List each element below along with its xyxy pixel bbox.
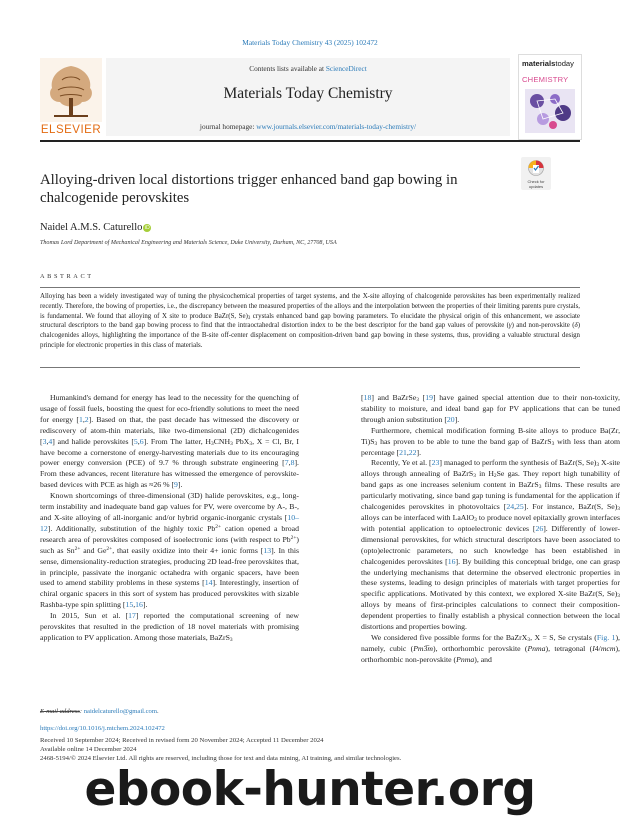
doi-line <box>40 725 165 732</box>
doi-link[interactable]: https://doi.org/10.1016/j.mtchem.2024.102472 <box>40 725 165 732</box>
available-online: Available online 14 December 2024 <box>40 746 137 753</box>
affiliation: Thomas Lord Department of Mechanical Engineering and Materials Science, Duke University, Durham, NC, 27708, USA <box>40 240 337 246</box>
citation-link[interactable]: 5 <box>133 436 138 446</box>
cover-artwork-icon <box>525 89 575 133</box>
homepage-line <box>106 122 510 131</box>
citation-link[interactable]: 1 <box>78 414 83 424</box>
orcid-icon[interactable]: iD <box>145 225 150 231</box>
abstract-text: Alloying has been a widely investigated way of tuning the physicochemical properties of target systems, and the X-site alloying of chalcogenide perovskites has been experimentally realized recently. Therefore, the bowing of properties, i.e., the discrepancy between the measured properties of the alloys and the interpolation between the properties of their limiting parents pure crystals, is fundamental. We found that alloying of X site to produce BaZr(S, $Se)_3$ crystals enhanced band gap bowing parameters. To elucidate the physical origin of this enhancement, we associate structural descriptors to the band gap bowing process to find that the intraoctahedral distortion index to be the best descriptor for the band gap values of perovskite (γ) and non-perovskite (δ) chalcogenides alloys, highlighting the importance of the B-site off-center displacement on composition-driven band gap bowing in these systems, thus, providing a valuable structural design principle for electronic properties in this class of materials. <box>40 293 580 349</box>
homepage-link[interactable]: www.journals.elsevier.com/materials-today-chemistry/ <box>256 122 417 131</box>
citation-link[interactable]: 18 <box>363 393 372 402</box>
journal-reference[interactable]: Materials Today Chemistry 43 (2025) 102472 <box>242 38 378 47</box>
citation-link[interactable]: 20 <box>446 414 455 424</box>
citation-link[interactable]: 9 <box>174 480 178 490</box>
journal-title: Materials Today Chemistry <box>223 85 393 102</box>
email-link[interactable]: naidelcaturello@gmail.com <box>83 708 157 715</box>
figure-link[interactable]: Fig. 1 <box>596 632 616 642</box>
citation-link[interactable]: 2 <box>84 414 89 424</box>
contents-prefix: Contents lists available at <box>249 64 326 73</box>
citation-link[interactable]: 6 <box>139 436 144 446</box>
contents-line <box>106 64 510 73</box>
email-label: E-mail address: <box>40 708 84 715</box>
citation-link[interactable]: 3 <box>42 436 47 446</box>
journal-info-box <box>106 58 510 136</box>
elsevier-logo <box>40 58 102 136</box>
citation-link[interactable]: 26 <box>535 523 544 533</box>
watermark-text: ebook-hunter.org <box>84 762 536 817</box>
body-column-left <box>40 393 299 644</box>
citation-link[interactable]: 25 <box>516 502 524 512</box>
body-paragraph: In 2015, Sun et al. [17] reported the computational screening of new perovskites that resulted in the prediction of 18 novel materials with promising application to PV application. Among those materials, BaZrS$_3$ <box>40 611 299 643</box>
body-paragraph: Recently, Ye et al. [23] managed to perform the synthesis of BaZr(S, $Se)_3$ X-site alloys through annealing of BaZrS$_3$ in $H_2Se$ gas. They report high tunability of band gaps as one increases selenium content in BaZrS$_3$ films. These results are particularly motivating, since band gap tuning is fundamental for the application if chalcogenides perovskites in photovoltaics [24,25]. For instance, BaZr(S, $Se)_3$ alloys can be interfaced with LaAlO$_3$ to produce novel epitaxially grown interfaces with potential application to optoelectronic devices [26]. Differently of lower-dimensional perovskites, for which structural descriptors have been associated to (opto)electronic parameters, no such knowledge has been established in chalcogenides perovskites [16]. By building this conceptual bridge, one can grasp the underlying mechanisms that determine the observed electronic properties in these systems, leading to design principles of materials with target properties for specific applications. Motivated by this context, we explored X-site BaZr(S, $Se)_3$ alloys by means of first-principles calculations to connect their composition-dependent properties to finally establish a physical connection between the local distortions and properties bowing. <box>361 458 620 632</box>
abstract-bottom-rule <box>40 367 580 368</box>
body-paragraph: We considered five possible forms for the BaZrX$_3$, X = S, Se crystals (Fig. 1), namely, cubic (Pm3̅m), orthorhombic perovskite (Pnma), tetragonal (I4/mcm), orthorhombic non-perovskite (Pnma), and <box>361 632 620 664</box>
author-line <box>40 222 151 233</box>
citation-link[interactable]: 8 <box>290 458 295 468</box>
body-paragraph: Humankind's demand for energy has lead to the necessity for the quenching of usage of fossil fuels, boosting the quest for eco-friendly solutions to meet the need for energy [1,2]. Based on that, the past decade has witnessed the discovery or rediscovery of atom-thin materials, like two-dimensional (2D) dichalcogenides [3,4] and halide perovskites [5,6]. From The latter, $H_3CNH_3$ PbX$_3$, X = Cl, Br, I have become a cornerstone of energy-harvesting materials due to its encouraging power energy conversion (PCE) of 9.7 % through substrate engineering [7,8]. From these advances, recent literature has witnessed the emergence of perovskite-based devices with PCE as high as ≈26 % [9]. <box>40 393 299 490</box>
article-title: Alloying-driven local distortions trigger enhanced band gap bowing in chalcogenide perovskites <box>40 172 458 206</box>
citation-link[interactable]: 15 <box>125 600 134 610</box>
citation-link[interactable]: 13 <box>263 545 272 555</box>
body-paragraph: [18] and BaZrSe$_3$ [19] have gained special attention due to their non-toxicity, stability to moisture, and ideal band gap for PV applications that can be tuned through anion substitution [20]. <box>361 393 620 424</box>
body-column-right <box>361 393 620 666</box>
citation-link[interactable]: 19 <box>425 393 433 402</box>
email-end: . <box>156 708 159 715</box>
citation-link[interactable]: 21 <box>399 447 407 457</box>
copyright: 2468-5194/© 2024 Elsevier Ltd. All rights are reserved, including those for text and data mining, AI training, and similar technologies. <box>40 755 402 762</box>
citation-link[interactable]: 14 <box>204 578 213 588</box>
author-name: Naidel A.M.S. Caturello <box>40 222 143 233</box>
watermark-banner <box>0 760 620 827</box>
citation-link[interactable]: 16 <box>447 556 456 566</box>
article-history <box>40 736 401 763</box>
body-paragraph: Known shortcomings of three-dimensional (3D) halide perovskites, e.g., long-term instability and inadequate band gap values for PV, were overcome by A-, B-, and X-site alloying of all-inorganic and/or hybrid organic-inorganic crystals [10–12]. Additionally, substitution of the highly toxic $Pb^{2+}$ cation opened a broad research area of perovskites composed of isoelectronic ions (with respect to $Pb^{2+}$) such as $Sn^{2+}$ and $Ge^{2+}$, that easily oxidize into their 4+ ionic forms [13]. In this sense, dimensionality-reduction strategies, producing 2D lead-free perovskites that, in principle, passivate the inorganic octahedra with organic spacers, have been used to amend stability problems in these systems [14]. Interestingly, insertion of chiral organic spacers in this sort of system has produced perovskites with sizable Rashba-type spin splitting [15,16]. <box>40 491 300 610</box>
received-dates: Received 10 September 2024; Received in revised form 20 November 2024; Accepted 11 December 2024 <box>40 737 324 744</box>
elsevier-tree-icon <box>40 58 102 122</box>
citation-link[interactable]: 17 <box>128 611 136 621</box>
sciencedirect-link[interactable]: ScienceDirect <box>325 64 367 73</box>
citation-link[interactable]: 24 <box>506 502 515 512</box>
cover-subtitle: CHEMISTRY <box>522 75 569 84</box>
citation-link[interactable]: 10–12 <box>40 512 299 533</box>
citation-link[interactable]: 4 <box>48 436 53 446</box>
journal-cover[interactable] <box>518 54 582 140</box>
abstract-top-rule <box>40 287 580 288</box>
citation-link[interactable]: 23 <box>431 458 440 468</box>
journal-header <box>40 54 580 138</box>
check-for-updates-label: Check for updates <box>527 179 545 189</box>
header-rule <box>40 140 580 142</box>
citation-link[interactable]: 16 <box>135 600 143 610</box>
homepage-prefix: journal homepage: <box>199 122 257 131</box>
check-for-updates-badge[interactable] <box>521 157 551 190</box>
cover-title: materialstoday <box>522 59 574 68</box>
body-paragraph: Furthermore, chemical modification forming B-site alloys to produce Ba(Zr, $Ti)S_3$ has proven to be able to tune the band gap of BaZrS$_3$ with less than atom percentage [21,22]. <box>361 425 620 457</box>
citation-link[interactable]: 7 <box>284 458 289 468</box>
elsevier-wordmark: ELSEVIER <box>40 124 102 136</box>
citation-link[interactable]: 22 <box>408 447 417 457</box>
crossmark-icon <box>528 159 544 177</box>
abstract-heading: ABSTRACT <box>40 273 94 280</box>
email-footnote <box>40 708 159 715</box>
